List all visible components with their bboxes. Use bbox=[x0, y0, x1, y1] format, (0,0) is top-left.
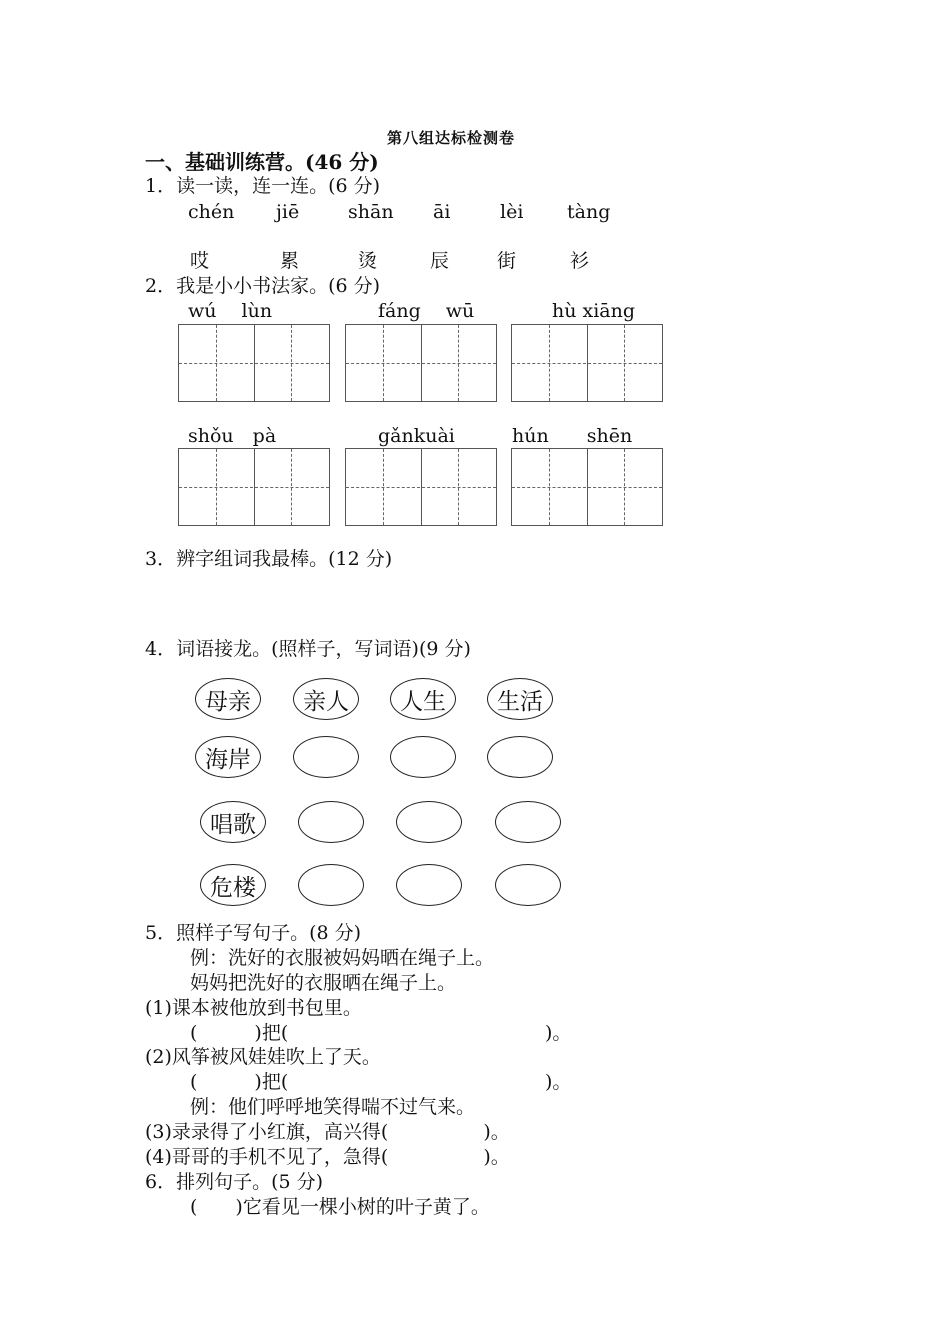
example-line: 例：他们呼呼地笑得喘不过气来。 bbox=[190, 1096, 476, 1118]
char-item: 哎 bbox=[190, 250, 210, 272]
answer-blank[interactable]: ( )把( bbox=[190, 1071, 289, 1093]
answer-blank[interactable]: ( )把( bbox=[190, 1022, 289, 1044]
pinyin-prompt: gǎnkuài bbox=[378, 425, 455, 447]
blank-oval[interactable] bbox=[396, 864, 462, 906]
example-line: 例：洗好的衣服被妈妈晒在绳子上。 bbox=[190, 947, 495, 969]
pinyin-item: tàng bbox=[567, 201, 611, 223]
sentence-order-item[interactable]: ( )它看见一棵小树的叶子黄了。 bbox=[190, 1196, 490, 1218]
pinyin-item: āi bbox=[433, 201, 451, 223]
char-item: 街 bbox=[497, 250, 517, 272]
word-oval: 人生 bbox=[390, 678, 456, 720]
writing-grid[interactable] bbox=[345, 448, 497, 526]
char-item: 累 bbox=[280, 250, 300, 272]
blank-oval[interactable] bbox=[495, 864, 561, 906]
blank-oval[interactable] bbox=[298, 801, 364, 843]
question-2-label: 2．我是小小书法家。(6 分) bbox=[145, 275, 381, 297]
word-oval: 母亲 bbox=[195, 678, 261, 720]
char-item: 衫 bbox=[570, 250, 590, 272]
exercise-item[interactable]: (4)哥哥的手机不见了，急得( )。 bbox=[145, 1146, 510, 1168]
page-title: 第八组达标检测卷 bbox=[387, 129, 516, 147]
question-4-label bbox=[145, 638, 471, 661]
pinyin-item: shān bbox=[348, 201, 394, 223]
answer-blank-end: )。 bbox=[545, 1022, 572, 1044]
pinyin-prompt: hún shēn bbox=[512, 425, 633, 447]
blank-oval[interactable] bbox=[293, 736, 359, 778]
question-3-label: 3．辨字组词我最棒。(12 分) bbox=[145, 548, 393, 570]
pinyin-prompt: fáng wū bbox=[378, 300, 475, 322]
blank-oval[interactable] bbox=[390, 736, 456, 778]
pinyin-prompt: shǒu pà bbox=[188, 425, 277, 447]
blank-oval[interactable] bbox=[396, 801, 462, 843]
pinyin-item: chén bbox=[188, 201, 235, 223]
question-4-label-mid: 照样子，写词语 bbox=[278, 638, 412, 660]
pinyin-prompt: wú lùn bbox=[188, 300, 273, 322]
blank-oval[interactable] bbox=[487, 736, 553, 778]
word-oval: 唱歌 bbox=[200, 801, 266, 843]
pinyin-item: lèi bbox=[500, 201, 524, 223]
example-line: 妈妈把洗好的衣服晒在绳子上。 bbox=[190, 972, 457, 994]
word-oval: 危楼 bbox=[200, 864, 266, 906]
writing-grid[interactable] bbox=[511, 448, 663, 526]
answer-blank-end: )。 bbox=[545, 1071, 572, 1093]
section-heading: 一、基础训练营。(46 分) bbox=[145, 150, 379, 174]
word-oval: 生活 bbox=[487, 678, 553, 720]
exercise-item: (1)课本被他放到书包里。 bbox=[145, 997, 362, 1019]
word-oval: 海岸 bbox=[195, 736, 261, 778]
question-1-label: 1．读一读，连一连。(6 分) bbox=[145, 175, 381, 197]
writing-grid[interactable] bbox=[178, 324, 330, 402]
writing-grid[interactable] bbox=[178, 448, 330, 526]
question-4-label-post: )(9 分) bbox=[411, 638, 471, 660]
exercise-item: (2)风筝被风娃娃吹上了天。 bbox=[145, 1046, 381, 1068]
question-6-label: 6．排列句子。(5 分) bbox=[145, 1171, 324, 1193]
writing-grid[interactable] bbox=[345, 324, 497, 402]
pinyin-item: jiē bbox=[276, 201, 300, 223]
char-item: 烫 bbox=[358, 250, 378, 272]
question-5-label: 5．照样子写句子。(8 分) bbox=[145, 922, 362, 944]
exercise-item[interactable]: (3)录录得了小红旗，高兴得( )。 bbox=[145, 1121, 510, 1143]
writing-grid[interactable] bbox=[511, 324, 663, 402]
word-oval: 亲人 bbox=[293, 678, 359, 720]
pinyin-prompt: hù xiāng bbox=[552, 300, 636, 322]
blank-oval[interactable] bbox=[495, 801, 561, 843]
question-4-label-pre: 4．词语接龙。( bbox=[145, 638, 279, 660]
char-item: 辰 bbox=[430, 250, 450, 272]
blank-oval[interactable] bbox=[298, 864, 364, 906]
